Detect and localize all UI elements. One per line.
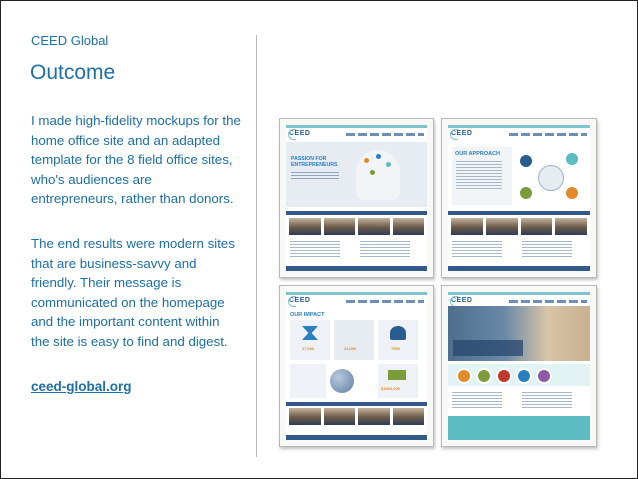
mockup-field-office — [441, 285, 597, 447]
slide-heading: Outcome — [30, 61, 116, 84]
approach-circle — [566, 153, 578, 165]
person-photo — [289, 218, 321, 235]
approach-circle — [520, 155, 532, 167]
person-photo — [358, 218, 390, 235]
mockup-footer — [448, 416, 590, 440]
gear-icon — [386, 162, 391, 167]
mockup-footer — [448, 266, 590, 271]
vertical-divider — [256, 35, 257, 457]
impact-tile — [290, 320, 330, 360]
money-icon — [388, 370, 406, 380]
program-icon — [456, 368, 472, 384]
gear-icon — [376, 154, 381, 159]
video-text — [360, 241, 410, 259]
impact-stat: $1000,000 — [381, 386, 400, 391]
next-event-text — [522, 392, 572, 410]
website-link[interactable]: ceed-global.org — [31, 379, 132, 394]
program-icon — [536, 368, 552, 384]
impact-tile — [378, 364, 418, 398]
mockup-nav — [509, 300, 587, 303]
ceed-logo: CEED — [451, 297, 473, 304]
ceed-logo: CEED — [451, 130, 473, 137]
approach-circle-center — [538, 165, 564, 191]
hero-title-line: PASSION FOR — [291, 156, 327, 162]
approach-circle — [520, 187, 532, 199]
mockup-top-bar — [286, 292, 427, 295]
person-photo — [324, 218, 356, 235]
approach-title: OUR APPROACH — [455, 151, 501, 157]
impact-tile — [378, 320, 418, 360]
impact-stat: 17,000 — [302, 346, 315, 351]
impact-tile — [334, 320, 374, 360]
mockup-footer — [286, 435, 427, 440]
latest-news-text — [452, 392, 502, 410]
section-strip — [286, 211, 427, 215]
newsletter-text — [452, 241, 502, 259]
ceed-logo: CEED — [289, 297, 311, 304]
paragraph-results: The end results were modern sites that are business-savvy and friendly. Their message is communicated on the homepage and the important content within the site is easy to find and digest. — [31, 236, 235, 349]
ceed-logo: CEED — [289, 130, 311, 137]
hero-caption — [453, 340, 523, 356]
impact-tile — [290, 364, 326, 398]
paragraph-mockups: I made high-fidelity mockups for the home office site and an adapted template for the 8 field office sites, who's audiences are entrepreneurs, rather than donors. — [31, 113, 241, 206]
person-photo — [521, 218, 553, 235]
mockup-impact-page — [279, 285, 434, 447]
globe-icon — [330, 369, 354, 393]
tools-icon — [302, 326, 318, 340]
program-icon — [476, 368, 492, 384]
impact-stat: 21,000 — [344, 346, 357, 351]
person-photo — [555, 218, 587, 235]
field-office-hero — [448, 306, 590, 361]
company-name: CEED Global — [31, 33, 109, 48]
person-photo — [289, 408, 321, 425]
mockup-nav — [509, 133, 587, 136]
newsletter-text — [290, 241, 340, 259]
program-icon — [496, 368, 512, 384]
impact-title: OUR IMPACT — [290, 312, 325, 318]
mockup-top-bar — [448, 292, 590, 295]
person-photo — [393, 408, 425, 425]
approach-circle — [566, 187, 578, 199]
person-photo — [451, 218, 483, 235]
photo-row — [451, 218, 587, 235]
mockup-nav — [346, 133, 424, 136]
impact-stat: 7500 — [391, 346, 400, 351]
approach-text — [456, 161, 502, 191]
section-strip — [448, 211, 590, 215]
section-strip — [286, 402, 427, 406]
mockup-hero — [286, 142, 427, 207]
mockup-nav — [346, 300, 424, 303]
photo-row — [289, 218, 424, 235]
mockup-approach-page — [441, 118, 597, 278]
building-icon — [390, 326, 406, 340]
head-illustration — [356, 150, 400, 200]
hero-text — [291, 172, 339, 181]
hero-title — [291, 156, 337, 168]
mockup-footer — [286, 266, 427, 271]
mockup-top-bar — [286, 125, 427, 128]
video-text — [522, 241, 572, 259]
person-photo — [486, 218, 518, 235]
photo-row — [289, 408, 424, 425]
person-photo — [358, 408, 390, 425]
person-photo — [324, 408, 356, 425]
mockup-top-bar — [448, 125, 590, 128]
person-photo — [393, 218, 425, 235]
mockup-home-office — [279, 118, 434, 278]
program-icon — [516, 368, 532, 384]
gear-icon — [370, 170, 375, 175]
gear-icon — [364, 158, 369, 163]
hero-title-line: ENTREPRENEURS — [291, 162, 338, 168]
approach-diagram — [516, 149, 586, 207]
